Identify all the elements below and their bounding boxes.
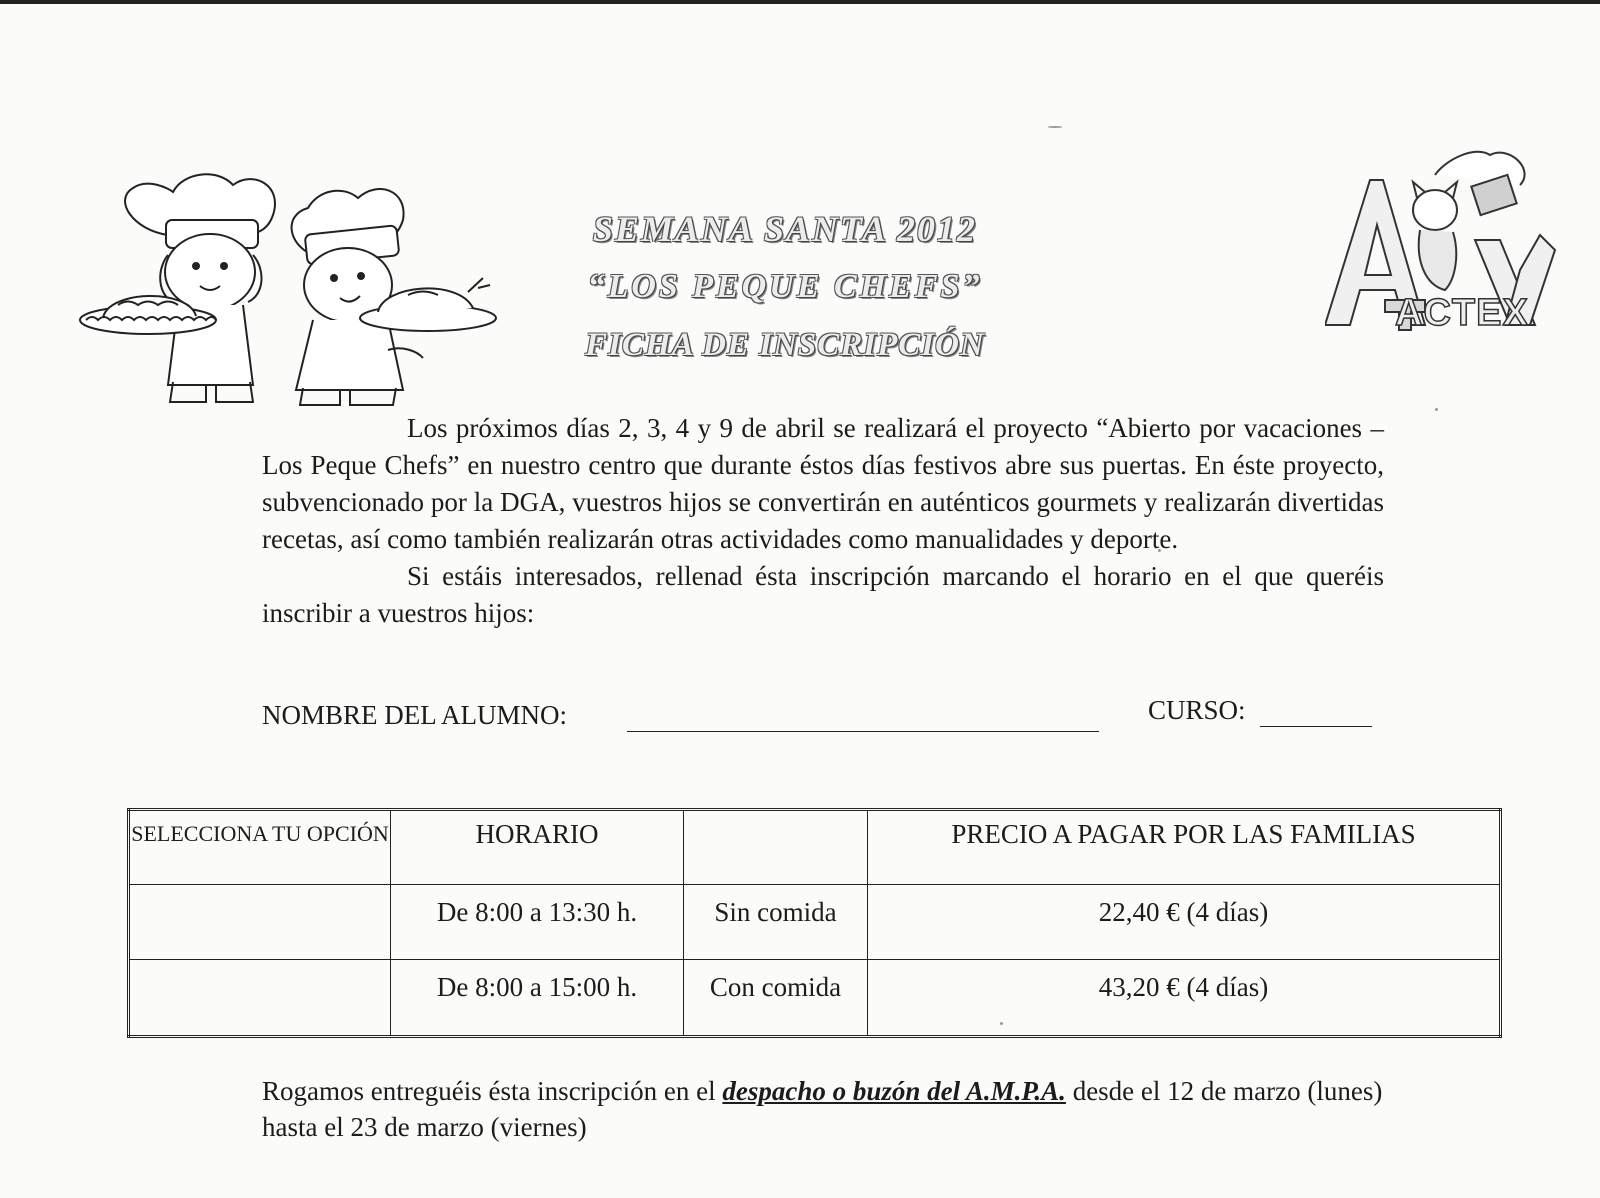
option-select-cell[interactable]	[129, 884, 391, 960]
student-name-field	[262, 700, 567, 731]
delivery-note-start: Rogamos entreguéis ésta inscripción en el	[262, 1076, 723, 1106]
delivery-note	[262, 1073, 1392, 1145]
table-row	[129, 960, 1501, 1037]
actex-logo	[1325, 140, 1565, 340]
chef-kids-illustration	[78, 160, 498, 415]
title-block	[560, 200, 1010, 374]
scan-edge	[0, 0, 1600, 4]
scan-speck	[1435, 408, 1438, 411]
horario-cell: De 8:00 a 15:00 h.	[391, 960, 684, 1037]
option-select-cell[interactable]	[129, 960, 391, 1037]
scan-speck	[1048, 126, 1062, 128]
actex-logo-text: ACTEX	[1395, 292, 1529, 334]
delivery-note-end: desde el 12 de marzo (lunes) hasta el 23 de marzo (viernes)	[262, 1076, 1383, 1142]
intro-text	[262, 410, 1384, 632]
header-empty	[684, 810, 868, 885]
header-horario: HORARIO	[391, 810, 684, 885]
options-table	[127, 808, 1502, 1038]
curso-label: CURSO:	[1148, 695, 1246, 725]
comida-cell: Sin comida	[684, 884, 868, 960]
comida-cell: Con comida	[684, 960, 868, 1037]
title-line-3: FICHA DE INSCRIPCIÓN	[585, 327, 985, 363]
title-line-1: SEMANA SANTA 2012	[592, 209, 978, 249]
title-line-2: “LOS PEQUE CHEFS”	[587, 268, 983, 305]
table-header-row	[129, 810, 1501, 885]
header-precio: PRECIO A PAGAR POR LAS FAMILIAS	[868, 810, 1501, 885]
intro-paragraph-2: Si estáis interesados, rellenad ésta inscripción marcando el horario en el que queréis inscribir a vuestros hijos:	[262, 561, 1384, 628]
curso-field	[1148, 695, 1246, 726]
precio-cell: 22,40 € (4 días)	[868, 884, 1501, 960]
precio-cell: 43,20 € (4 días)	[868, 960, 1501, 1037]
header-select-option: SELECCIONA TU OPCIÓN	[129, 810, 391, 885]
intro-paragraph-1: Los próximos días 2, 3, 4 y 9 de abril se realizará el proyecto “Abierto por vacaciones – Los Peque Chefs” en nuestro centro que durante éstos días festivos abre sus puertas. En éste proyecto, subvencionado por la DGA, vuestros hijos se convertirán en auténticos gourmets y realizarán divertidas recetas, así como también realizarán otras actividades como manualidades y deporte.	[262, 413, 1384, 554]
student-name-label: NOMBRE DEL ALUMNO:	[262, 700, 568, 730]
delivery-location: despacho o buzón del A.M.P.A.	[722, 1076, 1066, 1106]
horario-cell: De 8:00 a 13:30 h.	[391, 884, 684, 960]
student-name-blank[interactable]	[627, 731, 1099, 732]
curso-blank[interactable]	[1260, 726, 1372, 727]
table-row	[129, 884, 1501, 960]
